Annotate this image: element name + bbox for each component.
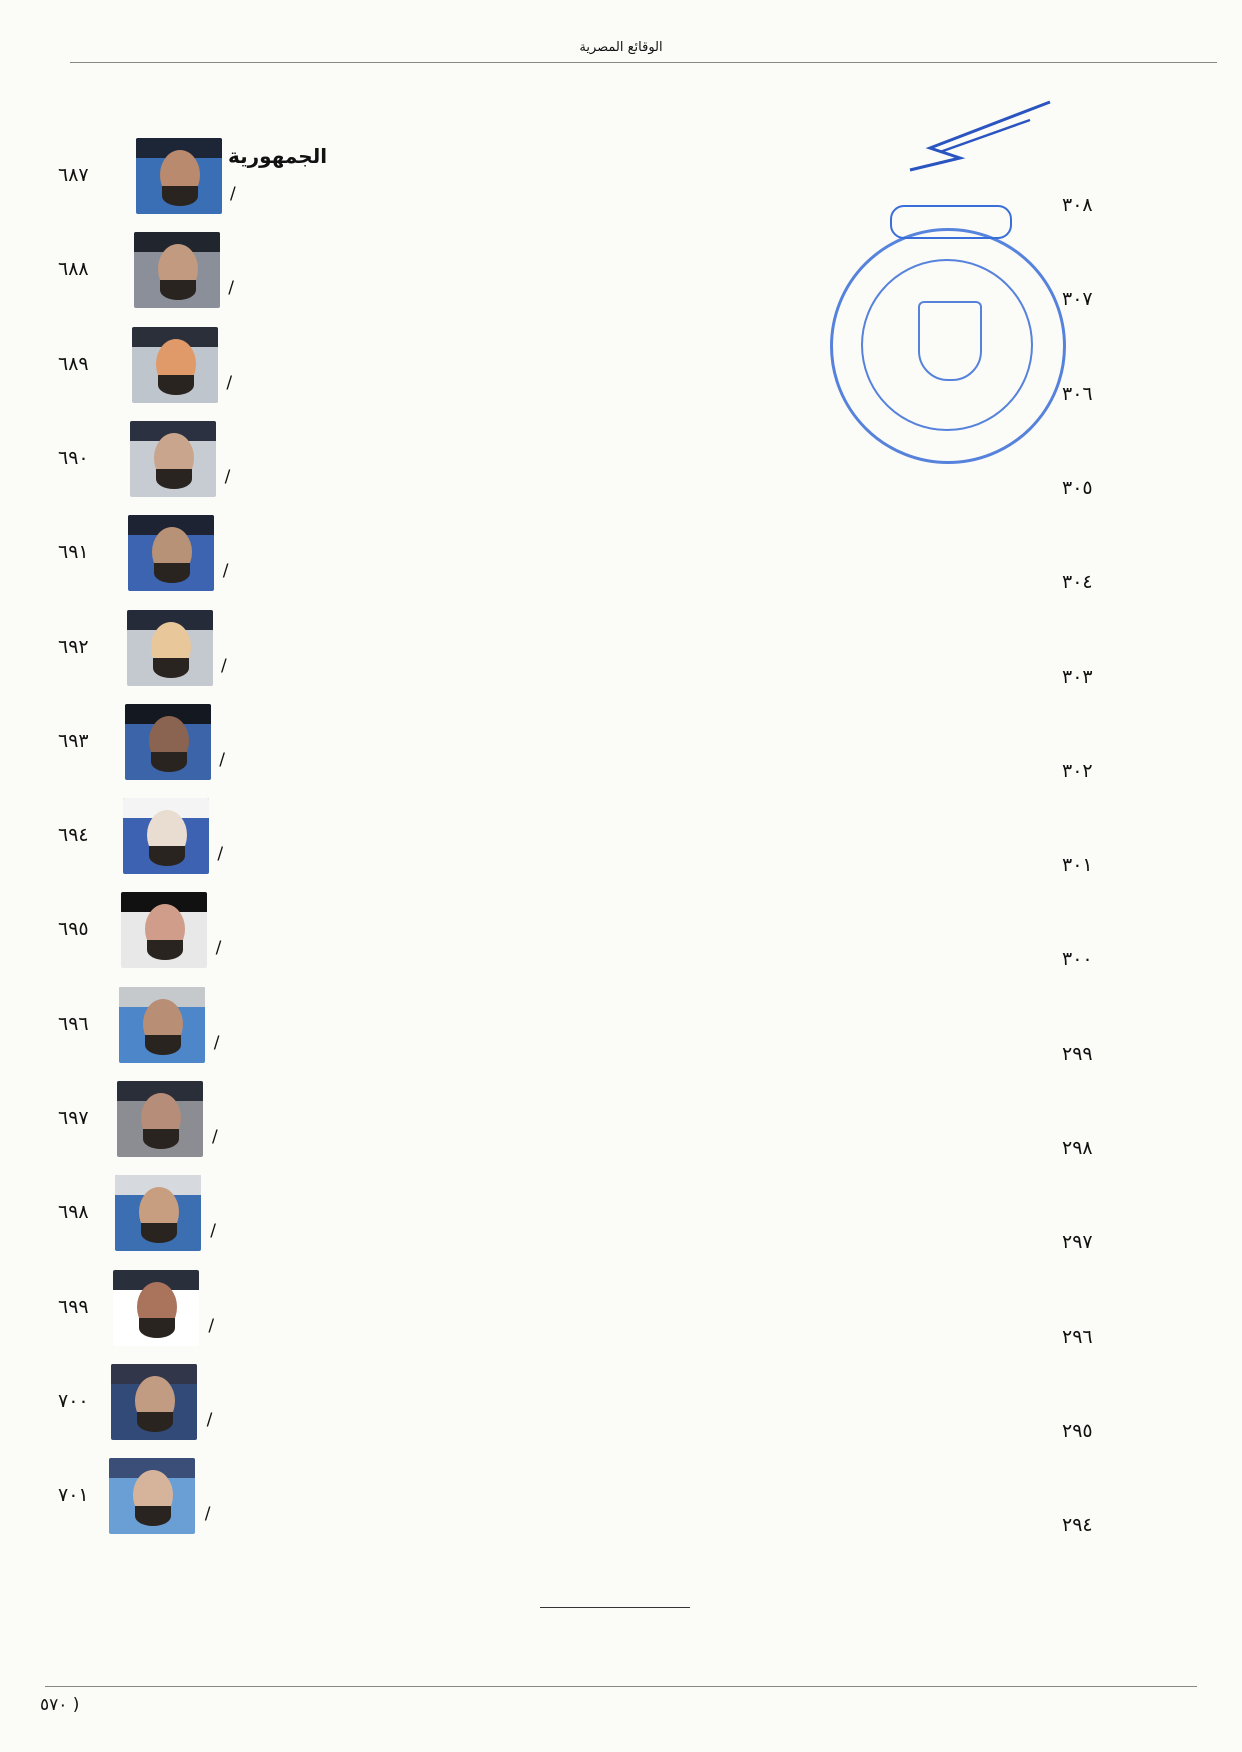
record-title: / (224, 466, 231, 487)
record-title: / (226, 372, 233, 393)
portrait-photo (127, 610, 213, 686)
record-reference: ٣٠٨ (1062, 194, 1093, 216)
record-reference: ٣٠٣ (1062, 665, 1093, 688)
record-number: ٦٩٨ (58, 1201, 89, 1224)
record-title: / (212, 1127, 218, 1147)
record-number: ٧٠١ (58, 1484, 89, 1507)
record-reference: ٣٠٦ (1062, 382, 1093, 405)
record-title: / (230, 184, 236, 204)
list-item (0, 1458, 1242, 1552)
record-number: ٦٩١ (58, 541, 89, 564)
portrait-photo (136, 138, 222, 214)
list-item (0, 1364, 1242, 1458)
record-reference: ٣٠١ (1062, 854, 1093, 877)
portrait-photo (121, 892, 207, 968)
list-item (0, 232, 1242, 326)
list-item (0, 892, 1242, 986)
list-item (0, 798, 1242, 892)
portrait-photo (125, 704, 211, 780)
record-number: ٧٠٠ (58, 1389, 89, 1412)
list-item (0, 1175, 1242, 1269)
title-divider (540, 1607, 690, 1608)
record-number: ٦٩٧ (58, 1107, 89, 1129)
record-title: / (204, 1504, 211, 1525)
record-reference: ٣٠٠ (1062, 948, 1093, 971)
record-title: / (217, 844, 224, 865)
list-item (0, 1270, 1242, 1364)
record-title: / (210, 1221, 216, 1242)
portrait-photo (132, 327, 218, 403)
record-number: ٦٨٩ (58, 352, 89, 375)
portrait-photo (109, 1458, 195, 1534)
portrait-photo (111, 1364, 197, 1440)
record-name: الجمهورية (228, 144, 328, 168)
list-item (0, 1081, 1242, 1175)
portrait-photo (130, 421, 216, 497)
list-item (0, 138, 1242, 232)
portrait-photo (134, 232, 220, 308)
record-number: ٦٩٦ (58, 1012, 89, 1035)
record-number: ٦٩٠ (58, 446, 89, 469)
record-reference: ٣٠٧ (1062, 288, 1093, 311)
record-number: ٦٩٥ (58, 918, 89, 941)
header-divider (70, 62, 1217, 63)
record-number: ٦٩٢ (58, 635, 89, 658)
record-number: ٦٩٤ (58, 824, 89, 847)
portrait-photo (123, 798, 209, 874)
footer-reference: ( ٥٧٠ (40, 1695, 80, 1715)
record-number: ٦٩٩ (58, 1295, 89, 1318)
list-item (0, 421, 1242, 515)
record-title: / (219, 749, 225, 770)
list-item (0, 704, 1242, 798)
record-reference: ٢٩٧ (1062, 1231, 1093, 1254)
portrait-photo (128, 515, 214, 591)
record-title: / (213, 1032, 220, 1053)
page-header: الوقائع المصرية (579, 40, 663, 55)
record-title: / (206, 1409, 213, 1430)
record-reference: ٢٩٨ (1062, 1137, 1093, 1159)
record-title: / (228, 278, 234, 299)
record-title: / (222, 561, 229, 582)
record-reference: ٣٠٤ (1062, 571, 1093, 594)
record-reference: ٣٠٢ (1062, 759, 1093, 782)
record-title: / (215, 938, 222, 959)
record-number: ٦٩٣ (58, 729, 89, 752)
record-title: / (221, 655, 227, 676)
record-number: ٦٨٨ (58, 258, 89, 281)
record-reference: ٢٩٤ (1062, 1514, 1093, 1537)
footer-divider (45, 1686, 1197, 1687)
record-reference: ٢٩٩ (1062, 1042, 1093, 1065)
record-title: / (208, 1315, 215, 1336)
list-item (0, 987, 1242, 1081)
record-reference: ٢٩٥ (1062, 1419, 1093, 1442)
portrait-photo (117, 1081, 203, 1157)
portrait-photo (119, 987, 205, 1063)
list-item (0, 515, 1242, 609)
record-reference: ٢٩٦ (1062, 1325, 1093, 1348)
portrait-photo (113, 1270, 199, 1346)
record-number: ٦٨٧ (58, 164, 89, 186)
record-reference: ٣٠٥ (1062, 476, 1093, 499)
list-item (0, 327, 1242, 421)
portrait-photo (115, 1175, 201, 1251)
list-item (0, 610, 1242, 704)
